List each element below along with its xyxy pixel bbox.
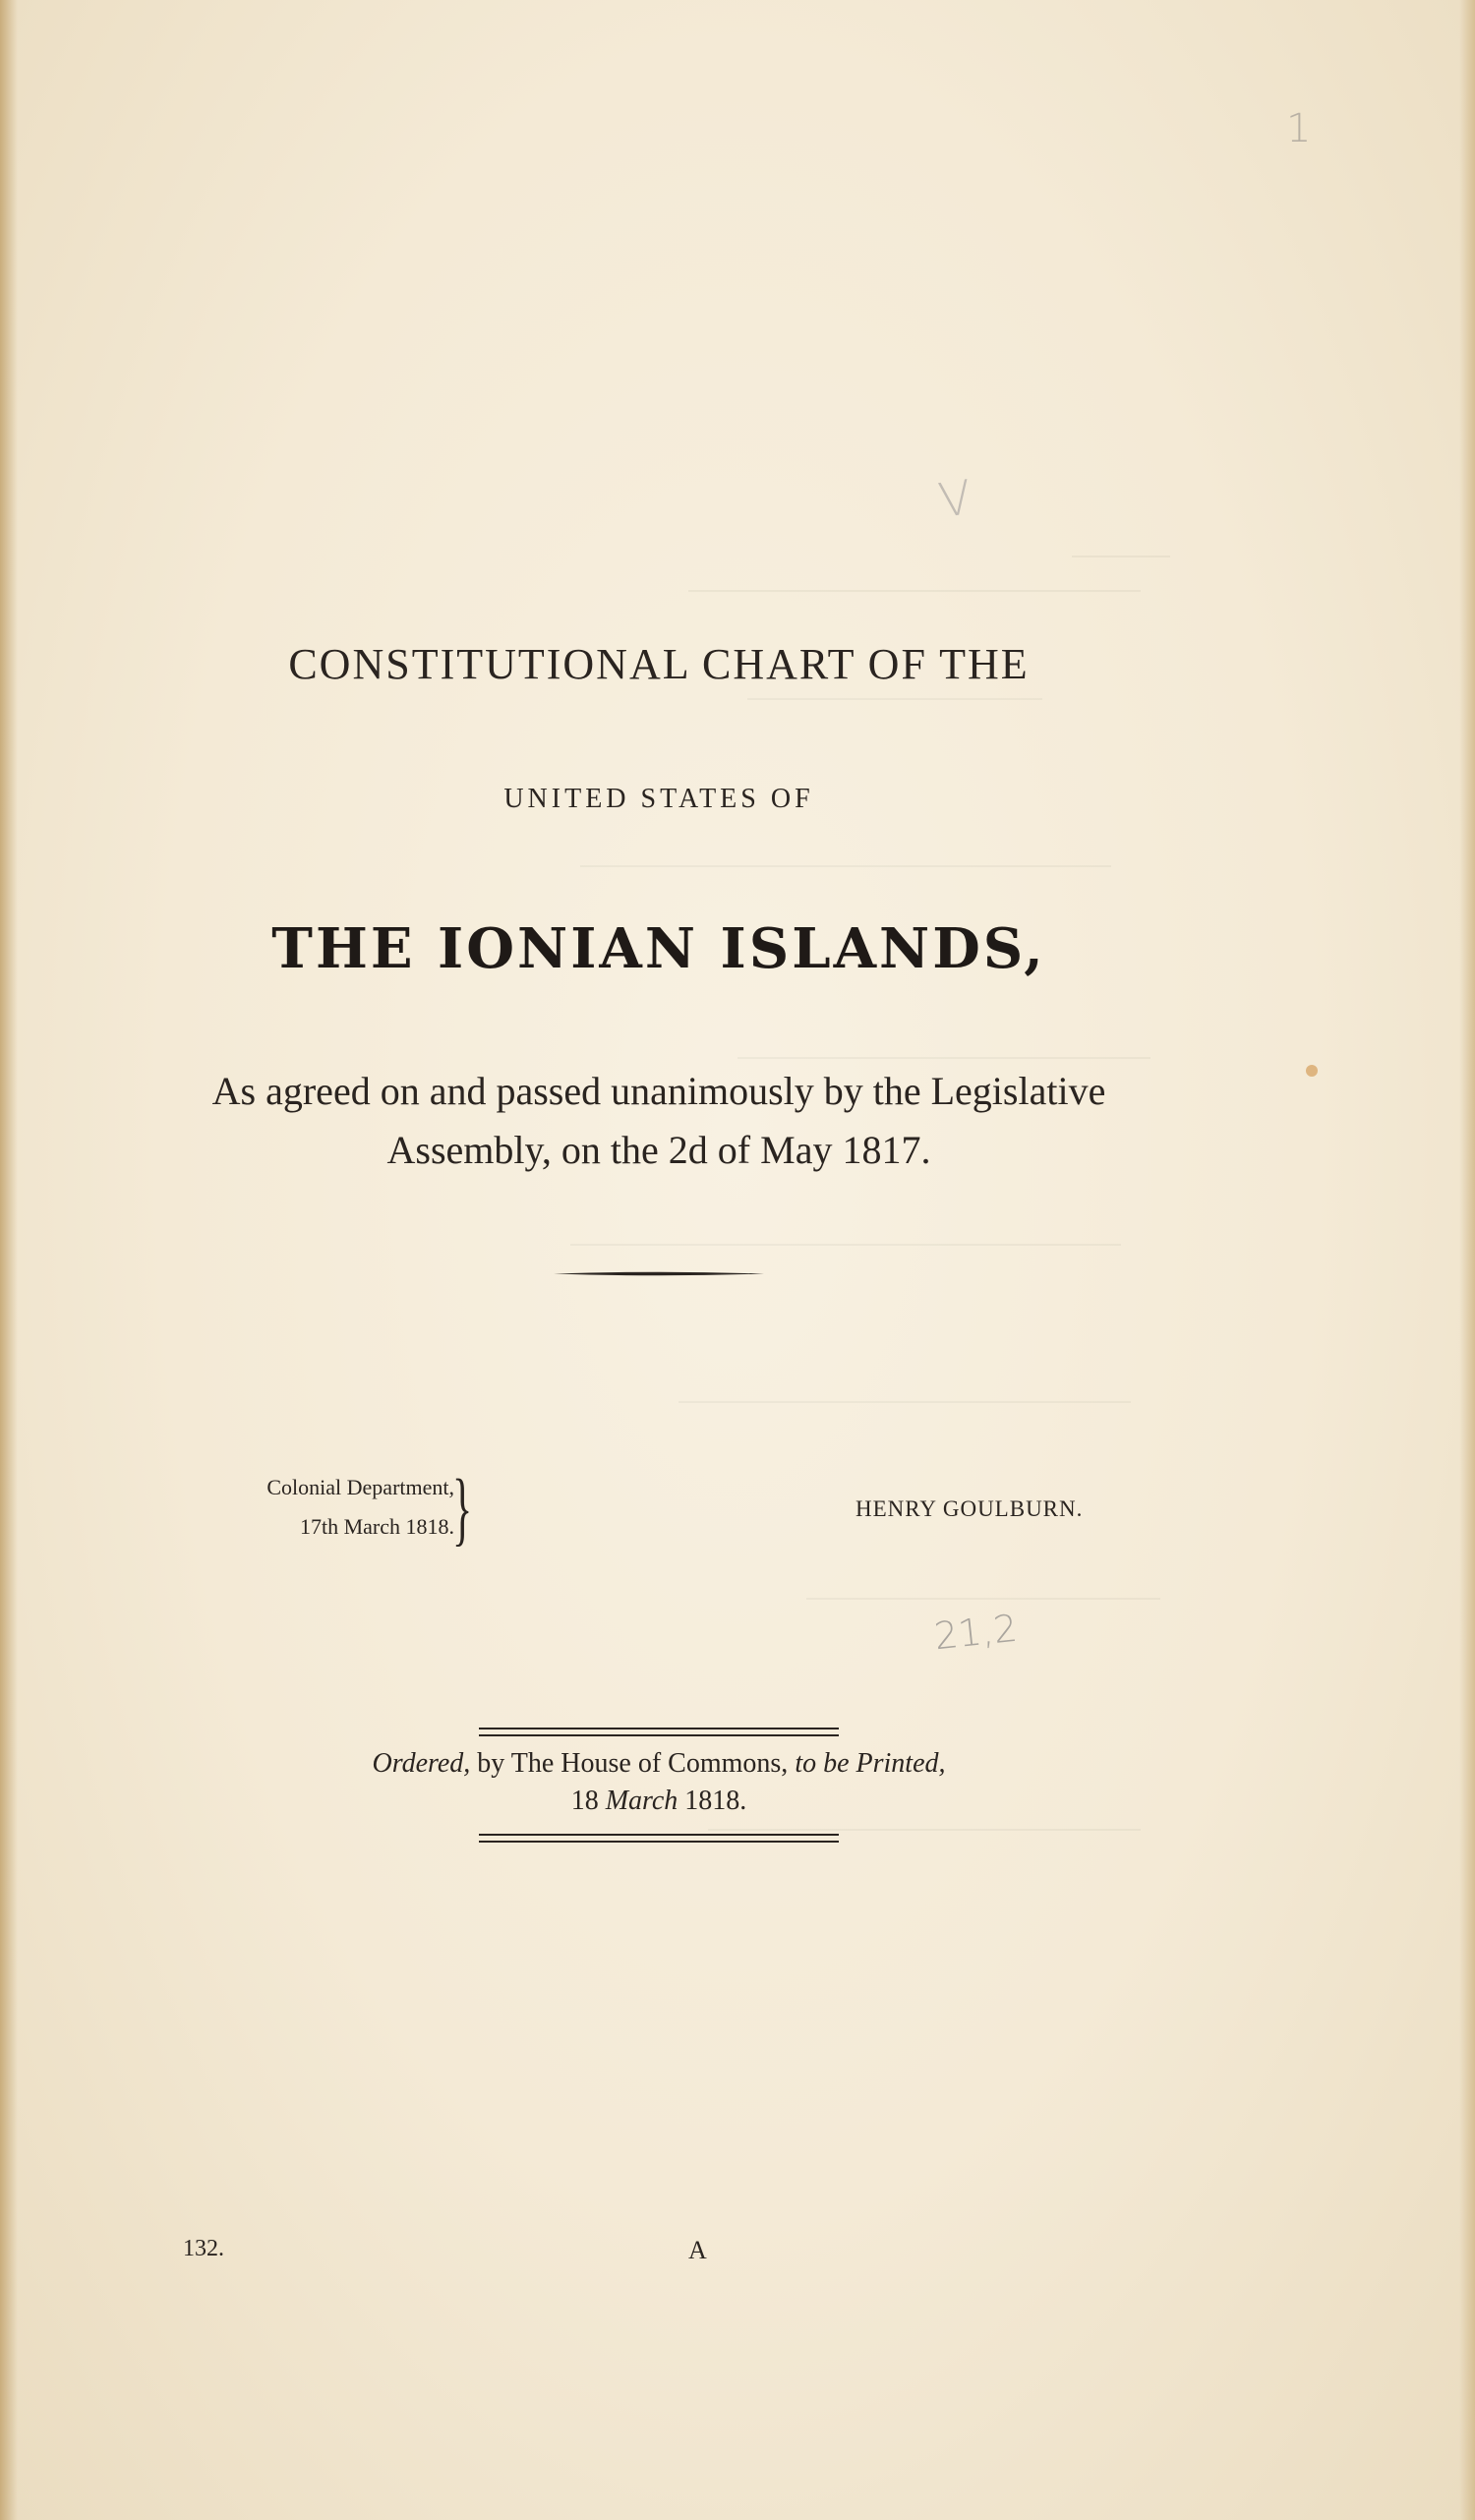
order-word: Ordered, (372, 1748, 471, 1779)
signature-mark: A (688, 2236, 707, 2264)
title-line-1: CONSTITUTIONAL CHART OF THE (288, 640, 1030, 688)
main-title: THE IONIAN ISLANDS, (271, 916, 1046, 981)
brace-glyph: } (452, 1463, 473, 1554)
pencil-annotation-number: 21,2 (931, 1606, 1020, 1659)
order-month: March (605, 1786, 678, 1816)
page-number: 132. (183, 2236, 224, 2261)
order-year: 1818. (684, 1786, 747, 1816)
double-rule-top (479, 1728, 839, 1741)
order-day: 18 (570, 1786, 599, 1816)
order-line-1 (0, 1745, 1318, 1783)
double-rule-bottom (479, 1834, 839, 1847)
colonial-department-dateline (218, 1468, 454, 1547)
order-middle: by The House of Commons, (477, 1748, 789, 1779)
subtitle-line-1: As agreed on and passed unanimously by the Legislative (211, 1069, 1106, 1113)
title-line-2: UNITED STATES OF (503, 784, 814, 814)
order-end: to be Printed, (795, 1748, 946, 1779)
dateline-date: 17th March 1818. (299, 1514, 454, 1539)
page-edge-left (0, 0, 18, 2520)
subtitle (0, 1062, 1318, 1180)
ornamental-rule (554, 1271, 764, 1276)
printing-order (0, 1745, 1318, 1820)
pencil-annotation-v: V (935, 469, 975, 530)
corner-pencil-mark: 1 (1286, 106, 1312, 151)
subtitle-line-2: Assembly, on the 2d of May 1817. (386, 1128, 931, 1172)
page-edge-right (1459, 0, 1475, 2520)
dateline-department: Colonial Department, (266, 1475, 454, 1499)
signatory-name: HENRY GOULBURN. (856, 1496, 1084, 1521)
order-line-2 (0, 1783, 1318, 1820)
